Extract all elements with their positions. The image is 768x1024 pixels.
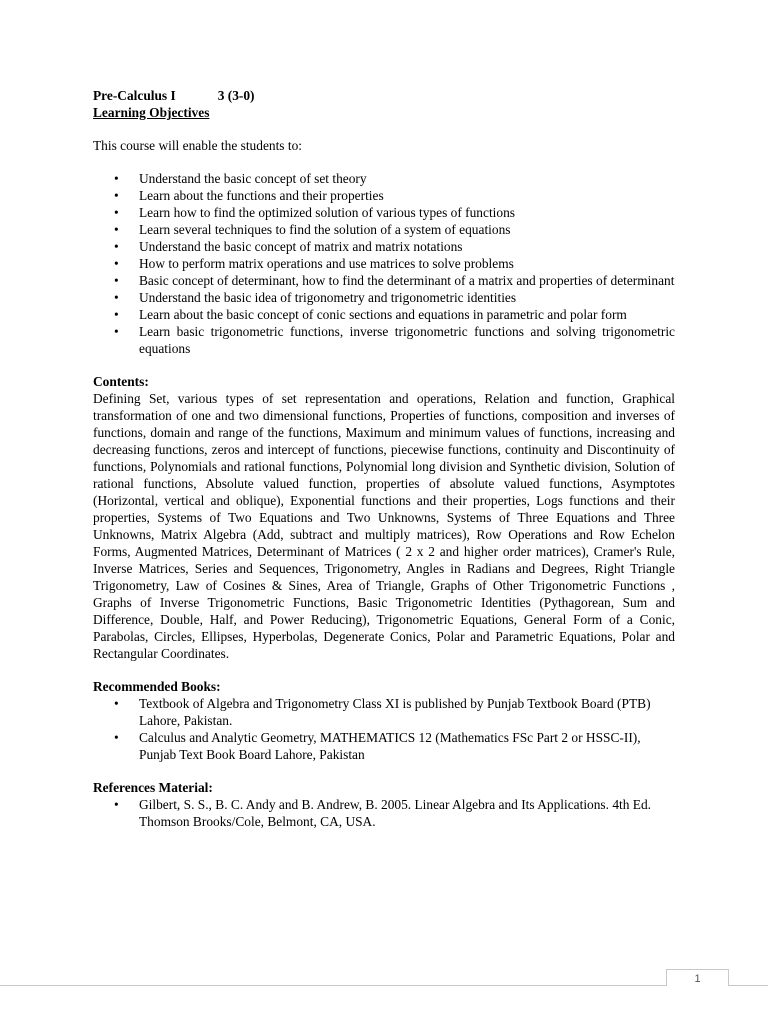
list-item: • Understand the basic concept of set theory [93,170,675,187]
list-item: • Learn about the basic concept of conic sections and equations in parametric and polar form [93,306,675,323]
list-item: • Basic concept of determinant, how to find the determinant of a matrix and properties of determinant [93,272,675,289]
list-item: • How to perform matrix operations and use matrices to solve problems [93,255,675,272]
footer-divider [0,985,768,986]
contents-body: Defining Set, various types of set representation and operations, Relation and function, Graphical transformation of one and two dimensional functions, Properties of functions, composition and inverses of functions, domain and range of the functions, Maximum and minimum values of functions, increasing and decreasing functions, zeros and intercept of functions, piecewise functions, continuity and Discontinuity of functions, Polynomials and rational functions, Polynomial long division and Synthetic division, Solution of rational functions, Absolute valued function, properties of absolute valued functions, Asymptotes (Horizontal, vertical and oblique), Exponential functions and their properties, Logs functions and their properties, Systems of Two Equations and Two Unknowns, Systems of Three Equations and Three Unknowns, Matrix Algebra (Add, subtract and multiply matrices), Row Operations and Row Echelon Forms, Augmented Matrices, Determinant of Matrices ( 2 x 2 and higher order matrices), Cramer's Rule, Inverse Matrices, Series and Sequences, Trigonometry, Angles in Radians and Degrees, Right Triangle Trigonometry, Law of Cosines & Sines, Area of Triangle, Graphs of Other Trigonometric Functions , Graphs of Inverse Trigonometric Functions, Basic Trigonometric Identities (Pythagorean, Sum and Difference, Double, Half, and Power Reducing), Trigonometric Equations, General Form of a Conic, Parabolas, Circles, Ellipses, Hyperbolas, Degenerate Conics, Polar and Parametric Equations, Polar and Rectangular Coordinates. [93,391,675,661]
list-item: • Learn how to find the optimized solution of various types of functions [93,204,675,221]
contents-heading: Contents: [93,374,149,389]
list-item: • Learn several techniques to find the solution of a system of equations [93,221,675,238]
list-item: • Learn basic trigonometric functions, inverse trigonometric functions and solving trigonometric equations [93,323,675,357]
learning-objectives-heading: Learning Objectives [93,105,210,120]
references-list [93,796,675,830]
objectives-list [93,170,675,357]
recommended-books-heading: Recommended Books: [93,679,221,694]
list-item: • Understand the basic concept of matrix and matrix notations [93,238,675,255]
references-heading: References Material: [93,780,213,795]
list-item: • Understand the basic idea of trigonometry and trigonometric identities [93,289,675,306]
list-item: • Gilbert, S. S., B. C. Andy and B. Andrew, B. 2005. Linear Algebra and Its Applications. 4th Ed. Thomson Brooks/Cole, Belmont, CA, USA. [93,796,675,830]
document-page [93,87,675,830]
recommended-books-list [93,695,675,763]
page-number: 1 [666,969,729,986]
list-item: • Textbook of Algebra and Trigonometry Class XI is published by Punjab Textbook Board (PTB) Lahore, Pakistan. [93,695,675,729]
intro-text: This course will enable the students to: [93,138,302,153]
course-credits: 3 (3-0) [217,88,255,103]
list-item: • Learn about the functions and their properties [93,187,675,204]
list-item: • Calculus and Analytic Geometry, MATHEMATICS 12 (Mathematics FSc Part 2 or HSSC-II), Punjab Text Book Board Lahore, Pakistan [93,729,675,763]
course-title-line [93,87,675,104]
course-name: Pre-Calculus I [93,88,176,103]
